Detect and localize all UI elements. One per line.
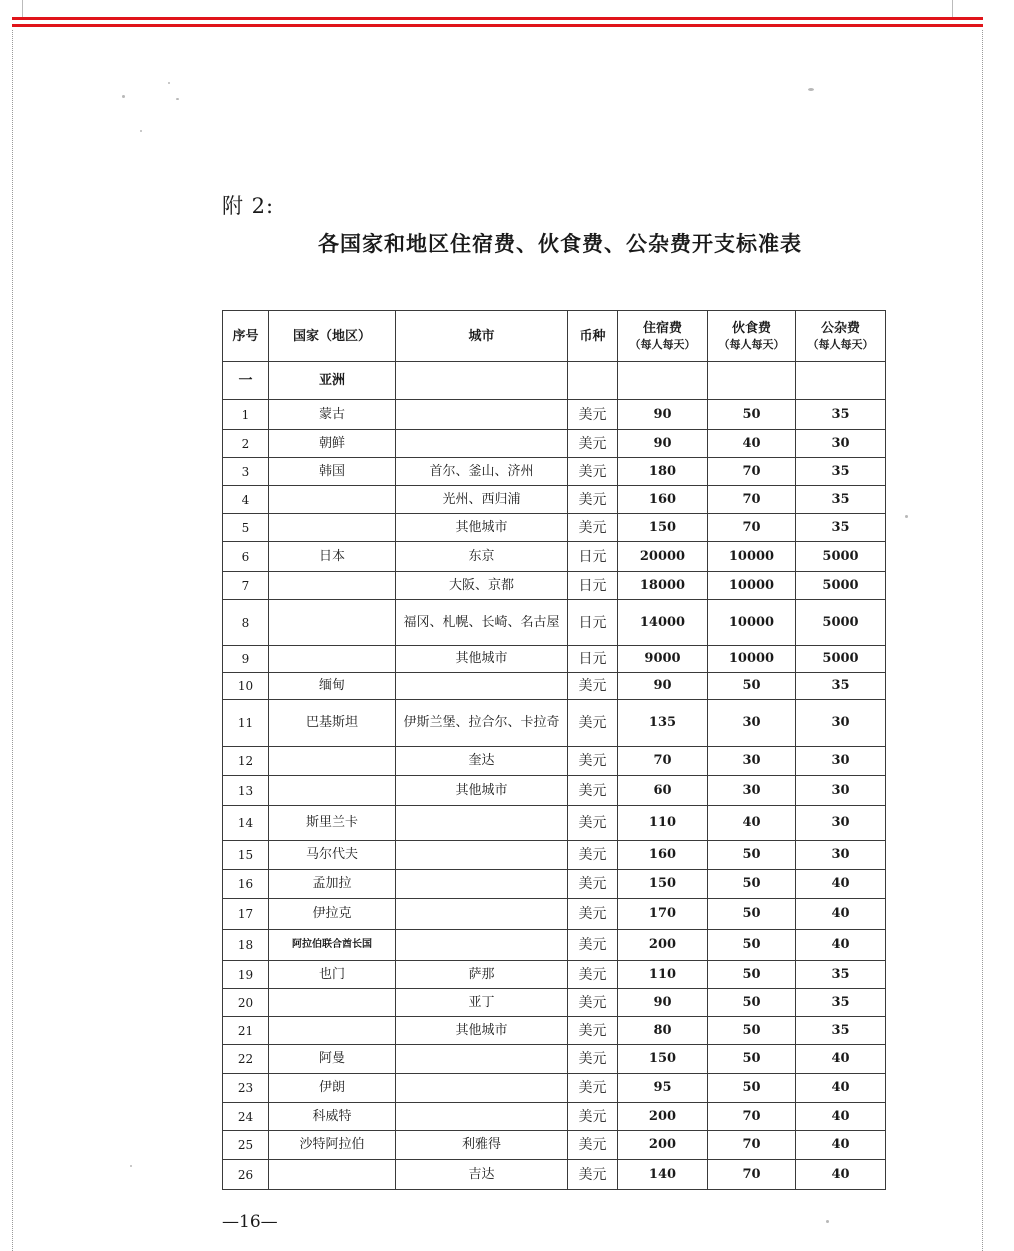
table-row	[223, 1074, 886, 1103]
row-seq: 20	[223, 989, 269, 1017]
row-country	[269, 747, 396, 776]
row-currency: 美元	[568, 841, 618, 870]
row-seq: 15	[223, 841, 269, 870]
row-lodging: 20000	[618, 542, 708, 572]
row-misc: 35	[796, 458, 886, 486]
column-header-currency: 币种	[568, 311, 618, 362]
row-country: 沙特阿拉伯	[269, 1131, 396, 1160]
row-country	[269, 572, 396, 600]
table-row	[223, 747, 886, 776]
row-lodging: 90	[618, 400, 708, 430]
row-city: 其他城市	[396, 776, 568, 806]
row-country: 孟加拉	[269, 870, 396, 899]
row-city: 光州、西归浦	[396, 486, 568, 514]
row-seq: 3	[223, 458, 269, 486]
row-currency: 美元	[568, 430, 618, 458]
page-edge-mark-left	[22, 0, 23, 18]
table-row	[223, 870, 886, 899]
row-meals: 50	[708, 961, 796, 989]
row-meals: 30	[708, 747, 796, 776]
row-lodging: 200	[618, 1103, 708, 1131]
table-row	[223, 989, 886, 1017]
row-misc: 5000	[796, 572, 886, 600]
row-lodging: 140	[618, 1160, 708, 1190]
row-meals: 70	[708, 486, 796, 514]
page-border-left	[12, 30, 13, 1251]
row-misc: 40	[796, 930, 886, 961]
row-lodging: 135	[618, 700, 708, 747]
row-meals: 70	[708, 1103, 796, 1131]
row-meals: 50	[708, 870, 796, 899]
table-row	[223, 514, 886, 542]
row-currency: 美元	[568, 700, 618, 747]
row-misc: 40	[796, 1103, 886, 1131]
row-misc: 30	[796, 806, 886, 841]
row-lodging: 200	[618, 930, 708, 961]
row-meals: 50	[708, 841, 796, 870]
row-country	[269, 989, 396, 1017]
row-country	[269, 600, 396, 646]
row-city: 其他城市	[396, 514, 568, 542]
row-currency: 美元	[568, 989, 618, 1017]
row-misc: 30	[796, 700, 886, 747]
table-row	[223, 458, 886, 486]
row-seq: 7	[223, 572, 269, 600]
row-misc: 5000	[796, 542, 886, 572]
column-header-country: 国家（地区）	[269, 311, 396, 362]
row-seq: 13	[223, 776, 269, 806]
row-misc: 30	[796, 430, 886, 458]
row-city	[396, 1045, 568, 1074]
section-row	[223, 362, 886, 400]
row-currency: 美元	[568, 1131, 618, 1160]
row-misc: 30	[796, 747, 886, 776]
row-city	[396, 899, 568, 930]
row-currency: 美元	[568, 514, 618, 542]
column-header-meals: 伙食费 （每人每天）	[708, 311, 796, 362]
row-lodging: 14000	[618, 600, 708, 646]
row-country	[269, 514, 396, 542]
row-seq: 2	[223, 430, 269, 458]
row-misc: 5000	[796, 646, 886, 673]
row-misc: 40	[796, 1131, 886, 1160]
row-country	[269, 1017, 396, 1045]
row-misc: 35	[796, 400, 886, 430]
row-seq: 26	[223, 1160, 269, 1190]
table-row	[223, 600, 886, 646]
row-city	[396, 870, 568, 899]
row-lodging: 90	[618, 673, 708, 700]
row-country: 日本	[269, 542, 396, 572]
row-lodging: 70	[618, 747, 708, 776]
row-country	[269, 1160, 396, 1190]
row-city: 利雅得	[396, 1131, 568, 1160]
column-header-city: 城市	[396, 311, 568, 362]
row-seq: 1	[223, 400, 269, 430]
section-currency	[568, 362, 618, 400]
attachment-label: 附 2:	[222, 194, 275, 218]
row-meals: 10000	[708, 572, 796, 600]
row-lodging: 180	[618, 458, 708, 486]
table-row	[223, 806, 886, 841]
table-row	[223, 572, 886, 600]
row-meals: 50	[708, 989, 796, 1017]
row-seq: 23	[223, 1074, 269, 1103]
row-seq: 19	[223, 961, 269, 989]
row-lodging: 60	[618, 776, 708, 806]
row-country: 阿曼	[269, 1045, 396, 1074]
row-city: 福冈、札幌、长崎、名古屋	[396, 600, 568, 646]
row-meals: 70	[708, 458, 796, 486]
red-header-rule-top	[12, 17, 983, 20]
row-misc: 40	[796, 870, 886, 899]
row-misc: 40	[796, 899, 886, 930]
scan-speck	[140, 130, 142, 132]
row-misc: 30	[796, 776, 886, 806]
column-header-misc: 公杂费 （每人每天）	[796, 311, 886, 362]
row-seq: 21	[223, 1017, 269, 1045]
row-city: 东京	[396, 542, 568, 572]
row-meals: 30	[708, 776, 796, 806]
row-currency: 美元	[568, 673, 618, 700]
section-meals	[708, 362, 796, 400]
page-number: —16—	[222, 1212, 278, 1232]
row-city: 首尔、釜山、济州	[396, 458, 568, 486]
row-currency: 美元	[568, 400, 618, 430]
row-seq: 6	[223, 542, 269, 572]
row-meals: 40	[708, 806, 796, 841]
row-lodging: 160	[618, 486, 708, 514]
row-country: 科威特	[269, 1103, 396, 1131]
row-currency: 美元	[568, 1103, 618, 1131]
row-country: 也门	[269, 961, 396, 989]
scan-speck	[808, 88, 814, 91]
row-city: 亚丁	[396, 989, 568, 1017]
row-misc: 30	[796, 841, 886, 870]
row-meals: 10000	[708, 646, 796, 673]
row-city	[396, 841, 568, 870]
row-city	[396, 930, 568, 961]
row-country: 伊朗	[269, 1074, 396, 1103]
row-currency: 日元	[568, 600, 618, 646]
row-currency: 日元	[568, 646, 618, 673]
table-row	[223, 486, 886, 514]
row-country	[269, 486, 396, 514]
row-currency: 美元	[568, 870, 618, 899]
row-currency: 日元	[568, 572, 618, 600]
row-misc: 40	[796, 1160, 886, 1190]
row-country: 阿拉伯联合酋长国	[269, 930, 396, 961]
row-meals: 50	[708, 1074, 796, 1103]
row-seq: 25	[223, 1131, 269, 1160]
section-seq: 一	[223, 362, 269, 400]
row-country	[269, 776, 396, 806]
row-lodging: 80	[618, 1017, 708, 1045]
row-lodging: 110	[618, 961, 708, 989]
column-header-seq: 序号	[223, 311, 269, 362]
row-currency: 美元	[568, 747, 618, 776]
row-lodging: 110	[618, 806, 708, 841]
table-row	[223, 1045, 886, 1074]
row-seq: 11	[223, 700, 269, 747]
row-currency: 美元	[568, 776, 618, 806]
row-seq: 9	[223, 646, 269, 673]
red-header-rule-bottom	[12, 24, 983, 27]
page-edge-mark-right	[952, 0, 953, 18]
table-row	[223, 400, 886, 430]
section-name: 亚洲	[269, 362, 396, 400]
row-country: 伊拉克	[269, 899, 396, 930]
row-city: 伊斯兰堡、拉合尔、卡拉奇	[396, 700, 568, 747]
row-lodging: 150	[618, 870, 708, 899]
row-currency: 美元	[568, 899, 618, 930]
row-city	[396, 430, 568, 458]
table-row	[223, 899, 886, 930]
row-misc: 35	[796, 673, 886, 700]
row-currency: 日元	[568, 542, 618, 572]
column-header-lodging: 住宿费 （每人每天）	[618, 311, 708, 362]
row-lodging: 90	[618, 989, 708, 1017]
row-seq: 14	[223, 806, 269, 841]
row-seq: 4	[223, 486, 269, 514]
row-city	[396, 1074, 568, 1103]
table-row	[223, 1131, 886, 1160]
row-lodging: 9000	[618, 646, 708, 673]
row-seq: 8	[223, 600, 269, 646]
row-city	[396, 673, 568, 700]
row-currency: 美元	[568, 1074, 618, 1103]
table-row	[223, 1103, 886, 1131]
scan-speck	[122, 95, 125, 98]
row-city: 萨那	[396, 961, 568, 989]
document-title: 各国家和地区住宿费、伙食费、公杂费开支标准表	[318, 231, 802, 256]
section-city	[396, 362, 568, 400]
row-city	[396, 400, 568, 430]
row-meals: 50	[708, 1017, 796, 1045]
table-row	[223, 1160, 886, 1190]
expense-standards-table	[222, 310, 886, 1190]
row-lodging: 95	[618, 1074, 708, 1103]
row-currency: 美元	[568, 486, 618, 514]
row-misc: 5000	[796, 600, 886, 646]
section-misc	[796, 362, 886, 400]
table-row	[223, 961, 886, 989]
row-misc: 35	[796, 514, 886, 542]
row-misc: 40	[796, 1074, 886, 1103]
row-country: 朝鲜	[269, 430, 396, 458]
row-meals: 50	[708, 930, 796, 961]
row-seq: 5	[223, 514, 269, 542]
row-misc: 40	[796, 1045, 886, 1074]
row-seq: 22	[223, 1045, 269, 1074]
row-seq: 16	[223, 870, 269, 899]
table-row	[223, 430, 886, 458]
row-city: 其他城市	[396, 1017, 568, 1045]
row-lodging: 90	[618, 430, 708, 458]
row-country: 巴基斯坦	[269, 700, 396, 747]
row-country: 蒙古	[269, 400, 396, 430]
row-currency: 美元	[568, 1160, 618, 1190]
table-row	[223, 776, 886, 806]
row-meals: 70	[708, 1160, 796, 1190]
row-meals: 70	[708, 514, 796, 542]
table-row	[223, 542, 886, 572]
row-country: 马尔代夫	[269, 841, 396, 870]
row-meals: 50	[708, 673, 796, 700]
row-lodging: 150	[618, 1045, 708, 1074]
table-row	[223, 1017, 886, 1045]
row-seq: 24	[223, 1103, 269, 1131]
table-row	[223, 673, 886, 700]
row-currency: 美元	[568, 930, 618, 961]
row-misc: 35	[796, 486, 886, 514]
scan-speck	[905, 515, 908, 518]
row-currency: 美元	[568, 1017, 618, 1045]
row-country: 缅甸	[269, 673, 396, 700]
row-seq: 12	[223, 747, 269, 776]
row-lodging: 150	[618, 514, 708, 542]
row-city: 奎达	[396, 747, 568, 776]
row-country	[269, 646, 396, 673]
row-country: 斯里兰卡	[269, 806, 396, 841]
table-row	[223, 646, 886, 673]
scan-speck	[130, 1165, 132, 1167]
row-lodging: 160	[618, 841, 708, 870]
scan-speck	[826, 1220, 829, 1223]
row-country: 韩国	[269, 458, 396, 486]
row-meals: 10000	[708, 542, 796, 572]
row-seq: 17	[223, 899, 269, 930]
row-meals: 50	[708, 400, 796, 430]
row-currency: 美元	[568, 1045, 618, 1074]
row-misc: 35	[796, 961, 886, 989]
row-misc: 35	[796, 989, 886, 1017]
row-city: 其他城市	[396, 646, 568, 673]
row-meals: 50	[708, 1045, 796, 1074]
row-meals: 70	[708, 1131, 796, 1160]
row-meals: 30	[708, 700, 796, 747]
row-city: 吉达	[396, 1160, 568, 1190]
row-currency: 美元	[568, 806, 618, 841]
row-city	[396, 1103, 568, 1131]
page-border-right	[982, 30, 983, 1251]
table-row	[223, 700, 886, 747]
row-meals: 10000	[708, 600, 796, 646]
row-seq: 18	[223, 930, 269, 961]
row-meals: 40	[708, 430, 796, 458]
row-city: 大阪、京都	[396, 572, 568, 600]
row-currency: 美元	[568, 458, 618, 486]
row-meals: 50	[708, 899, 796, 930]
row-misc: 35	[796, 1017, 886, 1045]
section-lodging	[618, 362, 708, 400]
table-header-row	[223, 311, 886, 362]
row-currency: 美元	[568, 961, 618, 989]
row-city	[396, 806, 568, 841]
row-lodging: 18000	[618, 572, 708, 600]
row-lodging: 200	[618, 1131, 708, 1160]
table-row	[223, 841, 886, 870]
row-lodging: 170	[618, 899, 708, 930]
table-row	[223, 930, 886, 961]
scan-speck	[168, 82, 170, 84]
row-seq: 10	[223, 673, 269, 700]
scan-speck	[176, 98, 179, 100]
